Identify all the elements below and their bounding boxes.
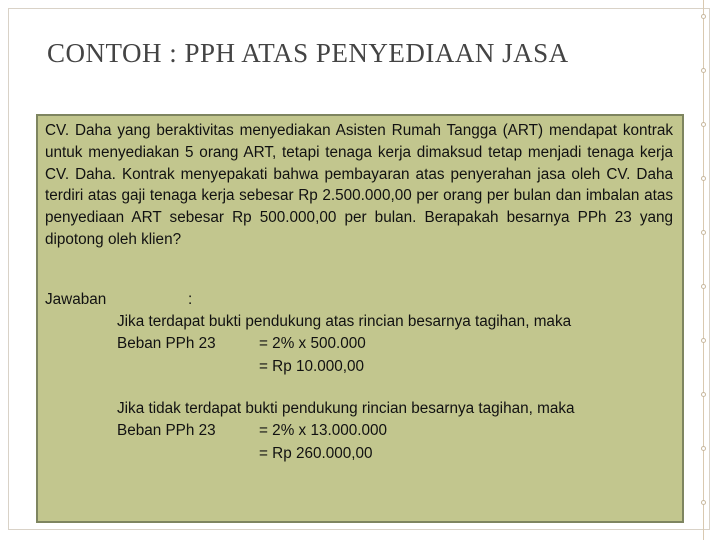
- border-line: [703, 0, 704, 540]
- case1-condition: Jika terdapat bukti pendukung atas rincian besarnya tagihan, maka: [117, 313, 572, 330]
- case2-label: Beban PPh 23: [117, 422, 216, 439]
- problem-statement: CV. Daha yang beraktivitas menyediakan Asisten Rumah Tangga (ART) mendapat kontrak untuk menyediakan 5 orang ART, tetapi tenaga kerja dimaksud tetap menjadi tenaga kerja CV. Daha. Kontrak menyepakati bahwa pembayaran atas penyerahan jasa oleh CV. Daha terdiri atas gaji tenaga kerja sebesar Rp 2.500.000,00 per orang per bulan dan imbalan atas penyediaan ART sebesar Rp 500.000,00 per bulan. Berapakah besarnya PPh 23 yang dipotong oleh klien?: [45, 122, 673, 248]
- case2-formula: = 2% x 13.000.000: [259, 422, 387, 439]
- border-dot: [701, 68, 706, 73]
- content-box: [36, 114, 684, 523]
- slide-title: CONTOH : PPH ATAS PENYEDIAAN JASA: [47, 38, 569, 68]
- border-dot: [701, 392, 706, 397]
- answer-label: Jawaban: [45, 291, 107, 308]
- case2-condition: Jika tidak terdapat bukti pendukung rincian besarnya tagihan, maka: [117, 400, 575, 417]
- decorative-dotted-border: [701, 0, 707, 540]
- case1-result: = Rp 10.000,00: [259, 358, 365, 375]
- border-dot: [701, 14, 706, 19]
- case1-formula: = 2% x 500.000: [259, 335, 366, 352]
- case2-result: = Rp 260.000,00: [259, 445, 373, 462]
- border-dot: [701, 338, 706, 343]
- border-dot: [701, 230, 706, 235]
- border-dot: [701, 284, 706, 289]
- border-dot: [701, 500, 706, 505]
- border-dot: [701, 122, 706, 127]
- border-dot: [701, 176, 706, 181]
- border-dot: [701, 446, 706, 451]
- answer-colon: :: [188, 291, 193, 308]
- case1-label: Beban PPh 23: [117, 335, 216, 352]
